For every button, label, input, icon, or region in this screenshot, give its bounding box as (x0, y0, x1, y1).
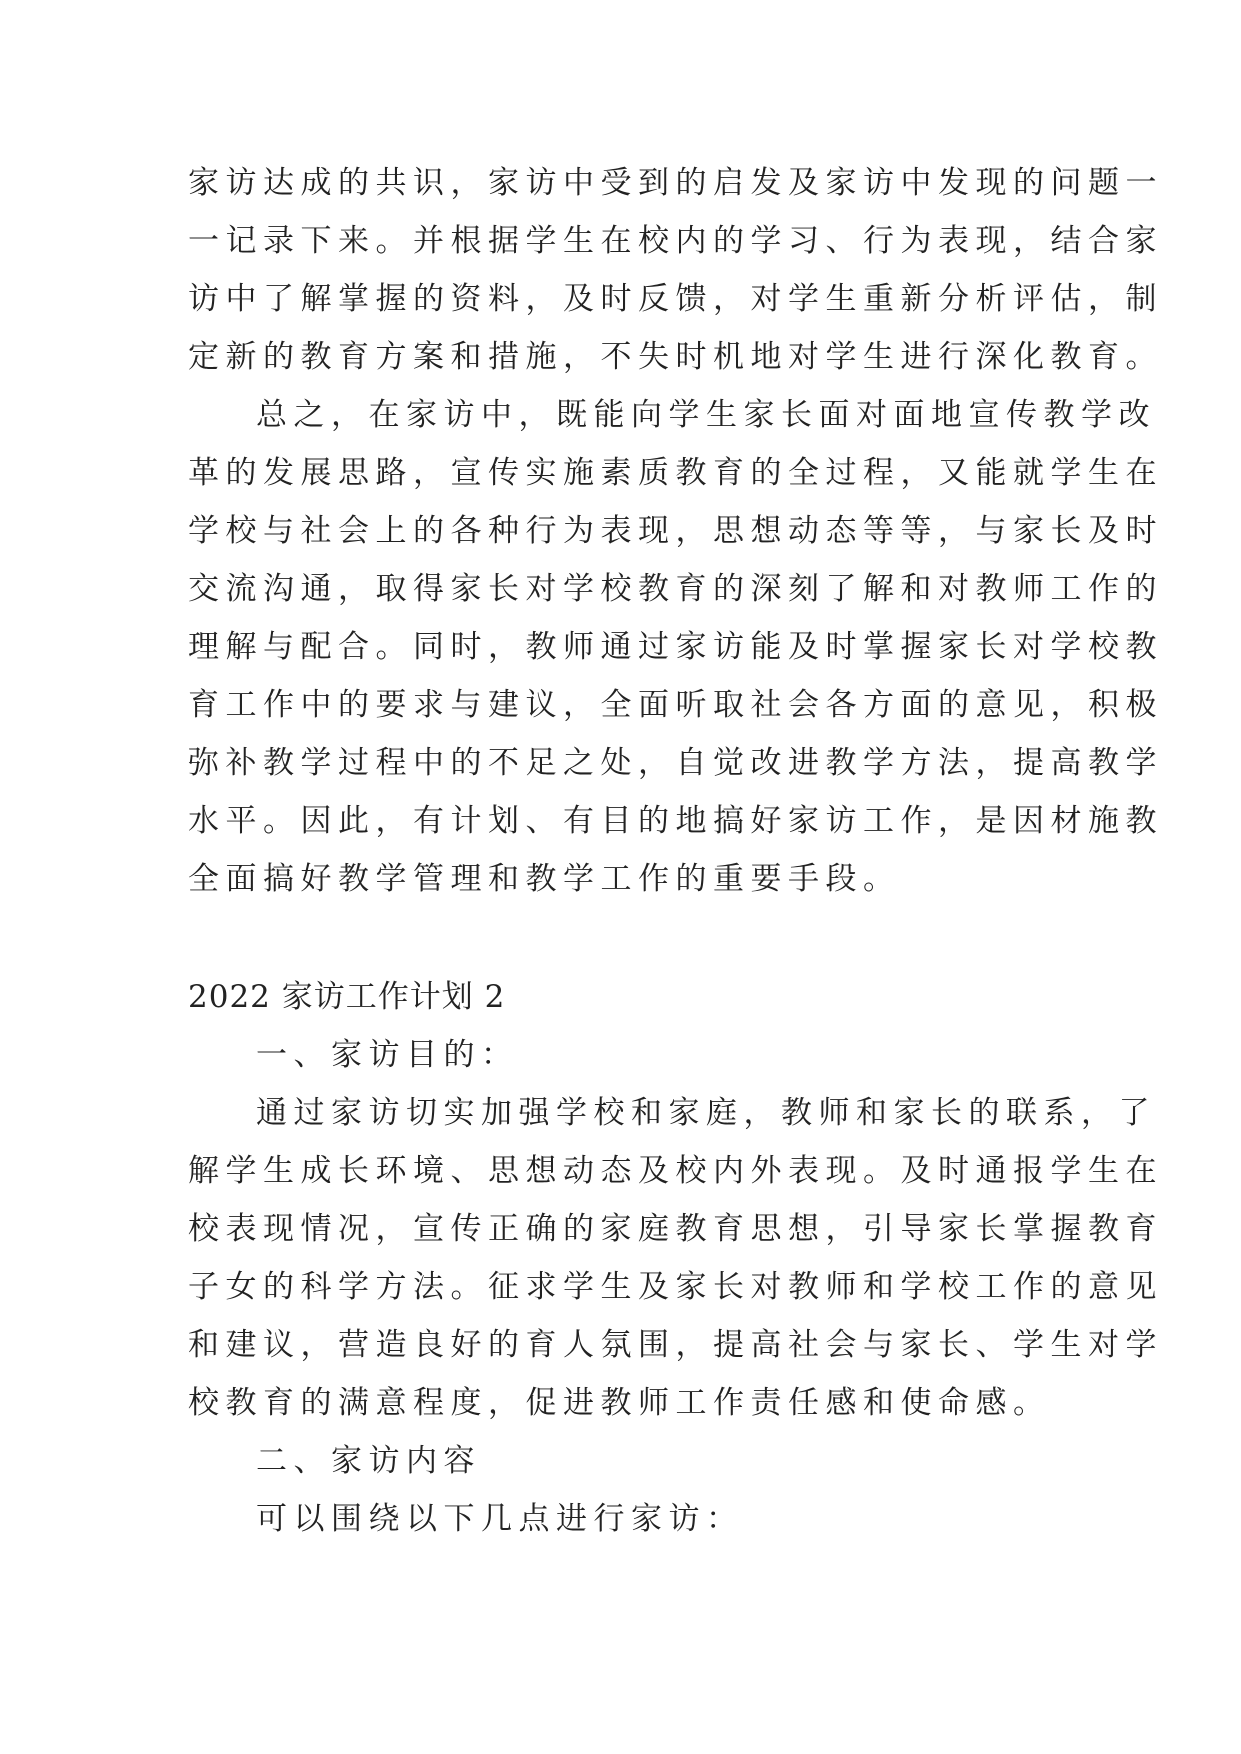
paragraph-line: 定新的教育方案和措施，不失时机地对学生进行深化教育。 (188, 339, 1163, 375)
paragraph-line: 校教育的满意程度，促进教师工作责任感和使命感。 (188, 1385, 1051, 1421)
paragraph-line: 可以围绕以下几点进行家访： (256, 1501, 744, 1537)
paragraph-line: 革的发展思路，宣传实施素质教育的全过程，又能就学生在 (188, 455, 1163, 491)
paragraph-line: 一记录下来。并根据学生在校内的学习、行为表现，结合家 (188, 223, 1163, 259)
paragraph-line: 家访达成的共识，家访中受到的启发及家访中发现的问题一 (188, 165, 1163, 201)
paragraph-line: 解学生成长环境、思想动态及校内外表现。及时通报学生在 (188, 1153, 1163, 1189)
paragraph-line: 理解与配合。同时，教师通过家访能及时掌握家长对学校教 (188, 629, 1163, 665)
paragraph-line: 全面搞好教学管理和教学工作的重要手段。 (188, 861, 901, 897)
paragraph-line: 水平。因此，有计划、有目的地搞好家访工作，是因材施教 (188, 803, 1163, 839)
paragraph-line: 通过家访切实加强学校和家庭，教师和家长的联系，了 (256, 1095, 1156, 1131)
section-heading: 2022 家访工作计划 2 (188, 979, 506, 1015)
paragraph-line: 访中了解掌握的资料，及时反馈，对学生重新分析评估，制 (188, 281, 1163, 317)
paragraph-line: 总之，在家访中，既能向学生家长面对面地宣传教学改 (256, 397, 1156, 433)
paragraph-line: 交流沟通，取得家长对学校教育的深刻了解和对教师工作的 (188, 571, 1163, 607)
paragraph-line: 和建议，营造良好的育人氛围，提高社会与家长、学生对学 (188, 1327, 1163, 1363)
paragraph-line: 弥补教学过程中的不足之处，自觉改进教学方法，提高教学 (188, 745, 1163, 781)
paragraph-line: 校表现情况，宣传正确的家庭教育思想，引导家长掌握教育 (188, 1211, 1163, 1247)
subheading: 一、家访目的： (256, 1037, 519, 1073)
paragraph-line: 学校与社会上的各种行为表现，思想动态等等，与家长及时 (188, 513, 1163, 549)
paragraph-line: 子女的科学方法。征求学生及家长对教师和学校工作的意见 (188, 1269, 1163, 1305)
paragraph-line: 育工作中的要求与建议，全面听取社会各方面的意见，积极 (188, 687, 1163, 723)
subheading: 二、家访内容 (256, 1443, 481, 1479)
